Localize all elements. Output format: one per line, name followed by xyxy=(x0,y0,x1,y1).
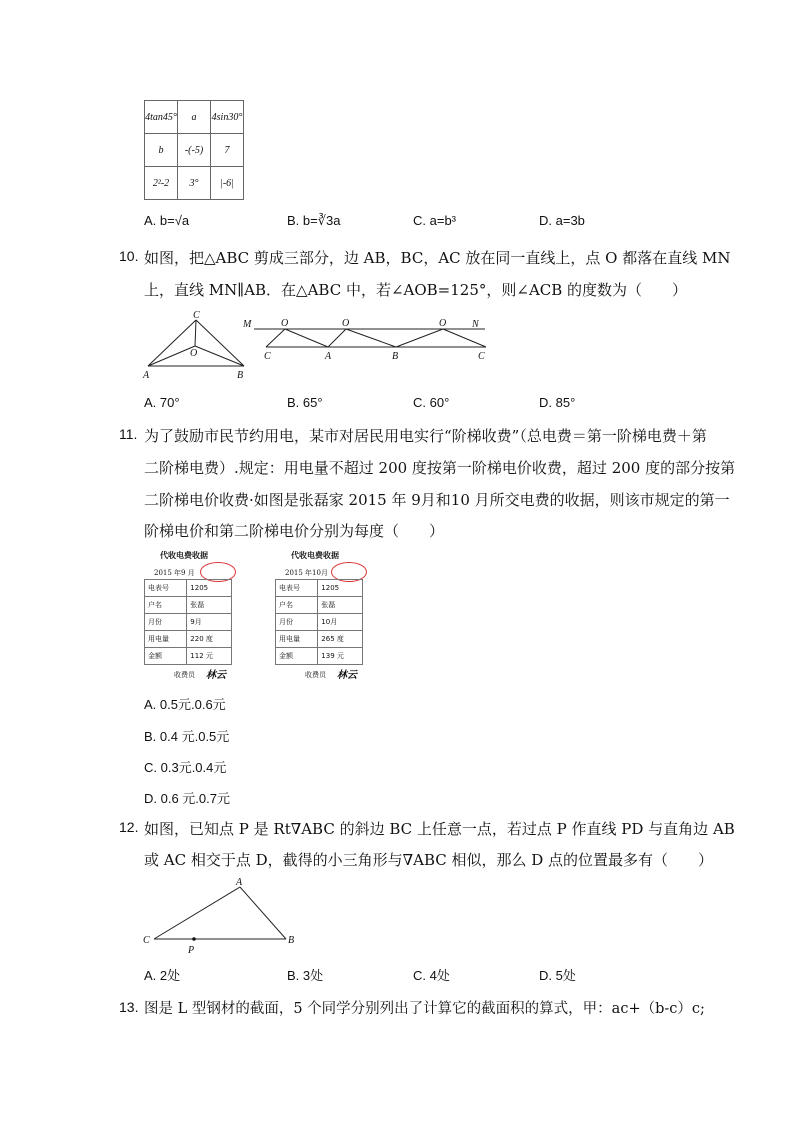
table-row xyxy=(276,631,363,648)
option-letter: A. xyxy=(144,213,157,228)
label-a: A xyxy=(236,877,243,888)
option-letter: A. xyxy=(144,395,157,410)
question-text-line: 二阶梯电费）.规定：用电量不超过 200 度按第一阶梯电价收费，超过 200 度的部分按第 xyxy=(144,459,736,477)
option-text: 0.6 元.0.7元 xyxy=(160,791,230,806)
option-text: 3处 xyxy=(302,968,324,983)
option-text: b=√a xyxy=(159,213,190,228)
option-letter: B. xyxy=(144,729,157,744)
option-text: 5处 xyxy=(555,968,576,983)
signature: 林云 xyxy=(337,670,357,681)
table-row xyxy=(276,580,363,597)
label-o: O xyxy=(342,318,350,329)
question-text-line: 或 AC 相交于点 D，截得的小三角形与∇ABC 相似，那么 D 点的位置最多有（ ） xyxy=(144,851,714,869)
question-number: 12. xyxy=(119,819,139,835)
option-letter: C. xyxy=(413,213,426,228)
option-text: 0.5元.0.6元 xyxy=(159,697,226,712)
table-row xyxy=(145,597,232,614)
row-label: 用电量 xyxy=(145,631,187,648)
receipt-footer: 收费员 xyxy=(174,671,195,679)
table-row xyxy=(276,597,363,614)
label-b: B xyxy=(237,370,244,380)
option-letter: D. xyxy=(539,968,552,983)
option-letter: D. xyxy=(539,395,552,410)
row-value: 265 度 xyxy=(318,631,363,648)
receipt-footer: 收费员 xyxy=(305,671,326,679)
option-text: 60° xyxy=(429,395,450,410)
signature: 林云 xyxy=(206,670,226,681)
option-text: 0.3元.0.4元 xyxy=(160,760,227,775)
row-label: 月份 xyxy=(276,614,318,631)
q11-option-d xyxy=(144,789,230,809)
folded-triangle-figure xyxy=(240,314,495,364)
receipt-title: 代收电费收据 xyxy=(291,551,339,560)
receipt-date: 2015 年10月 xyxy=(285,569,328,577)
grid-cell: b xyxy=(145,134,178,167)
question-text-line: 阶梯电价和第二阶梯电价分别为每度（ ） xyxy=(144,522,445,540)
q11-option-a xyxy=(144,695,226,715)
question-text-line: 如图，已知点 P 是 Rt∇ABC 的斜边 BC 上任意一点，若过点 P 作直线 PD 与直角边 AB xyxy=(144,820,735,838)
label-a: A xyxy=(143,370,150,380)
grid-cell: a xyxy=(178,101,211,134)
option-letter: D. xyxy=(144,791,157,806)
point-p-dot xyxy=(192,937,196,941)
row-value: 9月 xyxy=(187,614,232,631)
option-letter: C. xyxy=(413,968,426,983)
grid-cell: 7 xyxy=(211,134,244,167)
q12-option-d xyxy=(539,966,576,986)
row-value: 139 元 xyxy=(318,648,363,665)
grid-cell: 3° xyxy=(178,167,211,200)
option-text: 4处 xyxy=(429,968,450,983)
row-label: 户名 xyxy=(145,597,187,614)
q10-option-b xyxy=(287,393,323,413)
row-value: 1205 xyxy=(318,580,363,597)
question-text-line: 二阶梯电价收费·如图是张磊家 2015 年 9月和10 月所交电费的收据，则该市规定的第一 xyxy=(144,491,730,509)
q12-option-b xyxy=(287,966,323,986)
option-text: b=∛3a xyxy=(302,213,341,228)
label-c: C xyxy=(478,351,485,362)
number-grid-table xyxy=(144,100,244,200)
table-row xyxy=(145,631,232,648)
row-label: 户名 xyxy=(276,597,318,614)
option-letter: D. xyxy=(539,213,552,228)
question-number: 11. xyxy=(119,426,138,442)
grid-cell: 4tan45° xyxy=(145,101,178,134)
question-number: 13. xyxy=(119,999,139,1015)
row-value: 张磊 xyxy=(318,597,363,614)
label-c: C xyxy=(143,935,150,946)
triangle-figure xyxy=(140,308,255,380)
option-letter: A. xyxy=(144,697,157,712)
option-letter: B. xyxy=(287,968,300,983)
row-label: 电表号 xyxy=(276,580,318,597)
q12-option-a xyxy=(144,966,180,986)
question-text-line: 图是 L 型钢材的截面，5 个同学分别列出了计算它的截面积的算式，甲：ac+（b-c）c; xyxy=(144,1001,705,1017)
option-text: 85° xyxy=(555,395,576,410)
row-value: 1205 xyxy=(187,580,232,597)
question-number: 10. xyxy=(119,248,139,264)
receipt-table xyxy=(275,579,363,665)
table-row xyxy=(145,614,232,631)
option-text: a=b³ xyxy=(429,213,457,228)
grid-cell: -(-5) xyxy=(178,134,211,167)
option-text: 70° xyxy=(159,395,180,410)
label-p: P xyxy=(188,945,195,956)
question-text-line: 如图，把△ABC 剪成三部分，边 AB，BC，AC 放在同一直线上，点 O 都落在直线 MN xyxy=(144,249,731,267)
q10-option-c xyxy=(413,393,449,413)
option-text: 65° xyxy=(302,395,323,410)
receipt-date: 2015 年9 月 xyxy=(154,569,195,577)
q11-option-c xyxy=(144,758,226,778)
option-text: 2处 xyxy=(159,968,181,983)
q9-option-b xyxy=(287,211,341,231)
label-c: C xyxy=(193,310,200,321)
q9-option-a xyxy=(144,211,189,231)
q11-option-b xyxy=(144,727,229,747)
table-row xyxy=(276,648,363,665)
table-row xyxy=(145,648,232,665)
label-o: O xyxy=(439,318,447,329)
option-letter: C. xyxy=(144,760,157,775)
q12-option-c xyxy=(413,966,450,986)
label-n: N xyxy=(472,319,479,330)
label-o: O xyxy=(190,348,198,359)
row-value: 220 度 xyxy=(187,631,232,648)
label-o: O xyxy=(281,318,289,329)
row-label: 电表号 xyxy=(145,580,187,597)
option-letter: B. xyxy=(287,395,300,410)
row-value: 112 元 xyxy=(187,648,232,665)
option-letter: C. xyxy=(413,395,426,410)
option-text: a=3b xyxy=(555,213,585,228)
row-value: 张磊 xyxy=(187,597,232,614)
q9-option-d xyxy=(539,211,585,231)
row-label: 月份 xyxy=(145,614,187,631)
label-a: A xyxy=(325,351,332,362)
label-c: C xyxy=(264,351,271,362)
right-triangle-figure xyxy=(140,875,305,960)
q10-option-a xyxy=(144,393,180,413)
table-row xyxy=(276,614,363,631)
option-letter: B. xyxy=(287,213,300,228)
row-label: 金额 xyxy=(276,648,318,665)
label-b: B xyxy=(392,351,399,362)
question-text-line: 为了鼓励市民节约用电，某市对居民用电实行“阶梯收费”（总电费＝第一阶梯电费＋第 xyxy=(144,427,707,445)
q10-option-d xyxy=(539,393,575,413)
option-text: 0.4 元.0.5元 xyxy=(159,729,230,744)
electricity-receipt-october xyxy=(275,548,367,683)
q9-option-c xyxy=(413,211,456,231)
receipt-title: 代收电费收据 xyxy=(160,551,208,560)
receipt-table xyxy=(144,579,232,665)
grid-cell: 2²-2 xyxy=(145,167,178,200)
grid-cell: |-6| xyxy=(211,167,244,200)
table-row xyxy=(145,580,232,597)
electricity-receipt-september xyxy=(144,548,236,683)
option-letter: A. xyxy=(144,968,157,983)
grid-cell: 4sin30° xyxy=(211,101,244,134)
label-m: M xyxy=(243,319,252,330)
row-value: 10月 xyxy=(318,614,363,631)
label-b: B xyxy=(288,935,295,946)
row-label: 用电量 xyxy=(276,631,318,648)
row-label: 金额 xyxy=(145,648,187,665)
question-text-line: 上，直线 MN∥AB．在△ABC 中，若∠AOB=125°，则∠ACB 的度数为（ ） xyxy=(144,281,688,299)
